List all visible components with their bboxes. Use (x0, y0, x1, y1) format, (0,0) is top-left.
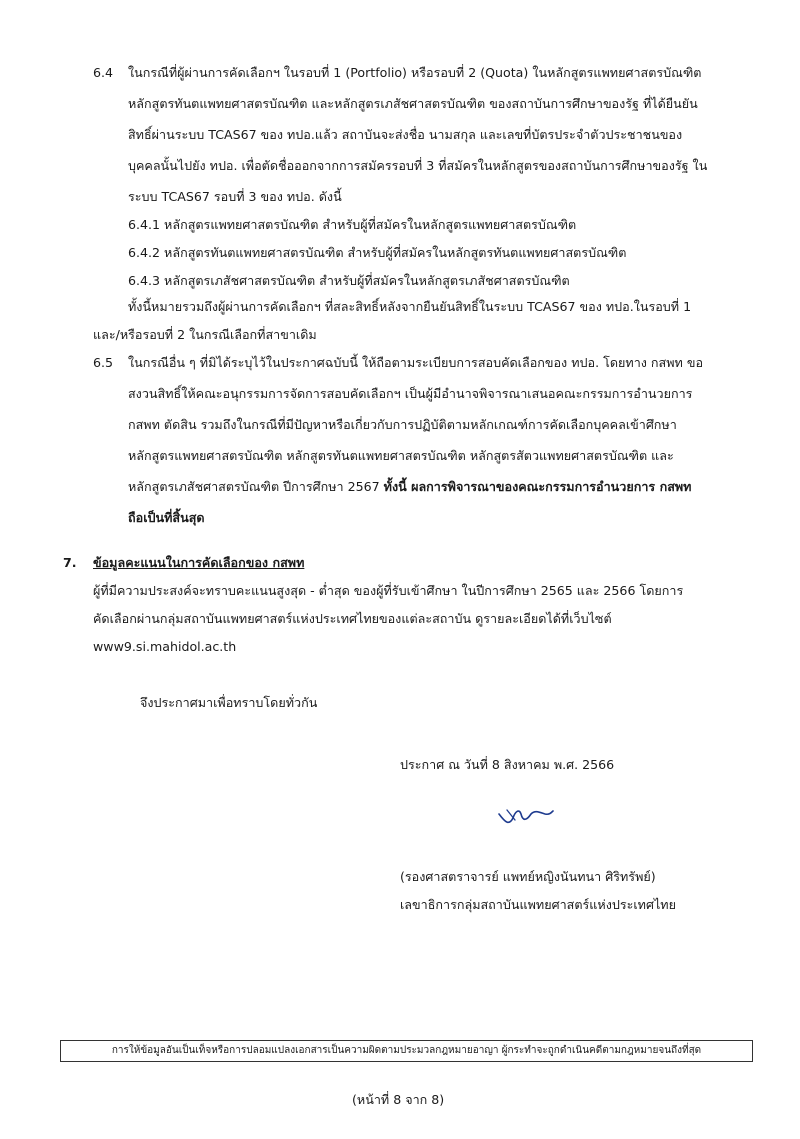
section-6-5-text: หลักสูตรเภสัชศาสตรบัณฑิต ปีการศึกษา 2567 (128, 479, 384, 494)
section-7-line: ผู้ที่มีความประสงค์จะทราบคะแนนสูงสุด - ต่ำสุด ของผู้ที่รับเข้าศึกษา ในปีการศึกษา 2565 และ 2566 โดยการ (93, 583, 684, 598)
section-7-heading: ข้อมูลคะแนนในการคัดเลือกของ กสพท (93, 555, 305, 570)
section-6-5-number: 6.5 (93, 355, 114, 370)
section-6-4-note: และ/หรือรอบที่ 2 ในกรณีเลือกที่สาขาเดิม (93, 327, 317, 342)
section-6-4-line: บุคคลนั้นไปยัง ทปอ. เพื่อตัดชื่อออกจากการสมัครรอบที่ 3 ที่สมัครในหลักสูตรของสถาบันการศึกษาของรัฐ ใน (128, 158, 708, 173)
section-6-4-line: สิทธิ์ผ่านระบบ TCAS67 ของ ทปอ.แล้ว สถาบันจะส่งชื่อ นามสกุล และเลขที่บัตรประจำตัวประชาชนของ (128, 127, 683, 142)
signer-name: (รองศาสตราจารย์ แพทย์หญิงนันทนา ศิริทรัพย์) (400, 869, 656, 884)
section-6-4-3: 6.4.3 หลักสูตรเภสัชศาสตรบัณฑิต สำหรับผู้ที่สมัครในหลักสูตรเภสัชศาสตรบัณฑิต (128, 273, 570, 288)
section-6-4-line: ระบบ TCAS67 รอบที่ 3 ของ ทปอ. ดังนี้ (128, 189, 342, 204)
footer-warning: การให้ข้อมูลอันเป็นเท็จหรือการปลอมแปลงเอกสารเป็นความผิดตามประมวลกฎหมายอาญา ผู้กระทำจะถูกดำเนินคดีตามกฎหมายจนถึงที่สุด (111, 1045, 702, 1056)
closing-text: จึงประกาศมาเพื่อทราบโดยทั่วกัน (140, 695, 318, 710)
section-6-4-1: 6.4.1 หลักสูตรแพทยศาสตรบัณฑิต สำหรับผู้ที่สมัครในหลักสูตรแพทยศาสตรบัณฑิต (128, 217, 577, 232)
section-6-5-bold-text: ทั้งนี้ ผลการพิจารณาของคณะกรรมการอำนวยการ กสพท (383, 479, 692, 494)
section-6-4-2: 6.4.2 หลักสูตรทันตแพทยศาสตรบัณฑิต สำหรับผู้ที่สมัครในหลักสูตรทันตแพทยศาสตรบัณฑิต (128, 245, 627, 260)
signer-title: เลขาธิการกลุ่มสถาบันแพทยศาสตร์แห่งประเทศไทย (400, 897, 676, 912)
section-6-5-line: กสพท ตัดสิน รวมถึงในกรณีที่มีปัญหาหรือเกี่ยวกับการปฏิบัติตามหลักเกณฑ์การคัดเลือกบุคคลเข้าศึกษา (128, 417, 677, 432)
section-7-number: 7. (63, 555, 77, 570)
footer-warning-box (60, 1040, 753, 1062)
section-6-4-line: หลักสูตรทันตแพทยศาสตรบัณฑิต และหลักสูตรเภสัชศาสตรบัณฑิต ของสถาบันการศึกษาของรัฐ ที่ได้ยืนยัน (128, 96, 698, 111)
section-6-4-line: ในกรณีที่ผู้ผ่านการคัดเลือกฯ ในรอบที่ 1 (Portfolio) หรือรอบที่ 2 (Quota) ในหลักสูตรแพทยศาสตรบัณฑิต (128, 65, 702, 80)
section-6-4-number: 6.4 (93, 65, 114, 80)
section-6-5-line: หลักสูตรแพทยศาสตรบัณฑิต หลักสูตรทันตแพทยศาสตรบัณฑิต หลักสูตรสัตวแพทยศาสตรบัณฑิต และ (128, 448, 674, 463)
section-6-5-final: ถือเป็นที่สิ้นสุด (128, 510, 205, 525)
section-6-5-line: ในกรณีอื่น ๆ ที่มิได้ระบุไว้ในประกาศฉบับนี้ ให้ถือตามระเบียบการสอบคัดเลือกของ ทปอ. โดยทาง กสพท ขอ (128, 355, 704, 370)
page-number: (หน้าที่ 8 จาก 8) (352, 1092, 445, 1107)
signature (495, 800, 555, 830)
section-6-4-note: ทั้งนี้หมายรวมถึงผู้ผ่านการคัดเลือกฯ ที่สละสิทธิ์หลังจากยืนยันสิทธิ์ในระบบ TCAS67 ของ ทปอ.ในรอบที่ 1 (128, 299, 692, 314)
section-7-line: คัดเลือกผ่านกลุ่มสถาบันแพทยศาสตร์แห่งประเทศไทยของแต่ละสถาบัน ดูรายละเอียดได้ที่เว็บไซต์ (93, 611, 612, 626)
section-7-link: www9.si.mahidol.ac.th (93, 639, 237, 654)
section-6-5-line (128, 478, 691, 496)
section-6-5-line: สงวนสิทธิ์ให้คณะอนุกรรมการจัดการสอบคัดเลือกฯ เป็นผู้มีอำนาจพิจารณาเสนอคณะกรรมการอำนวยการ (128, 386, 693, 401)
announce-date: ประกาศ ณ วันที่ 8 สิงหาคม พ.ศ. 2566 (400, 757, 615, 772)
